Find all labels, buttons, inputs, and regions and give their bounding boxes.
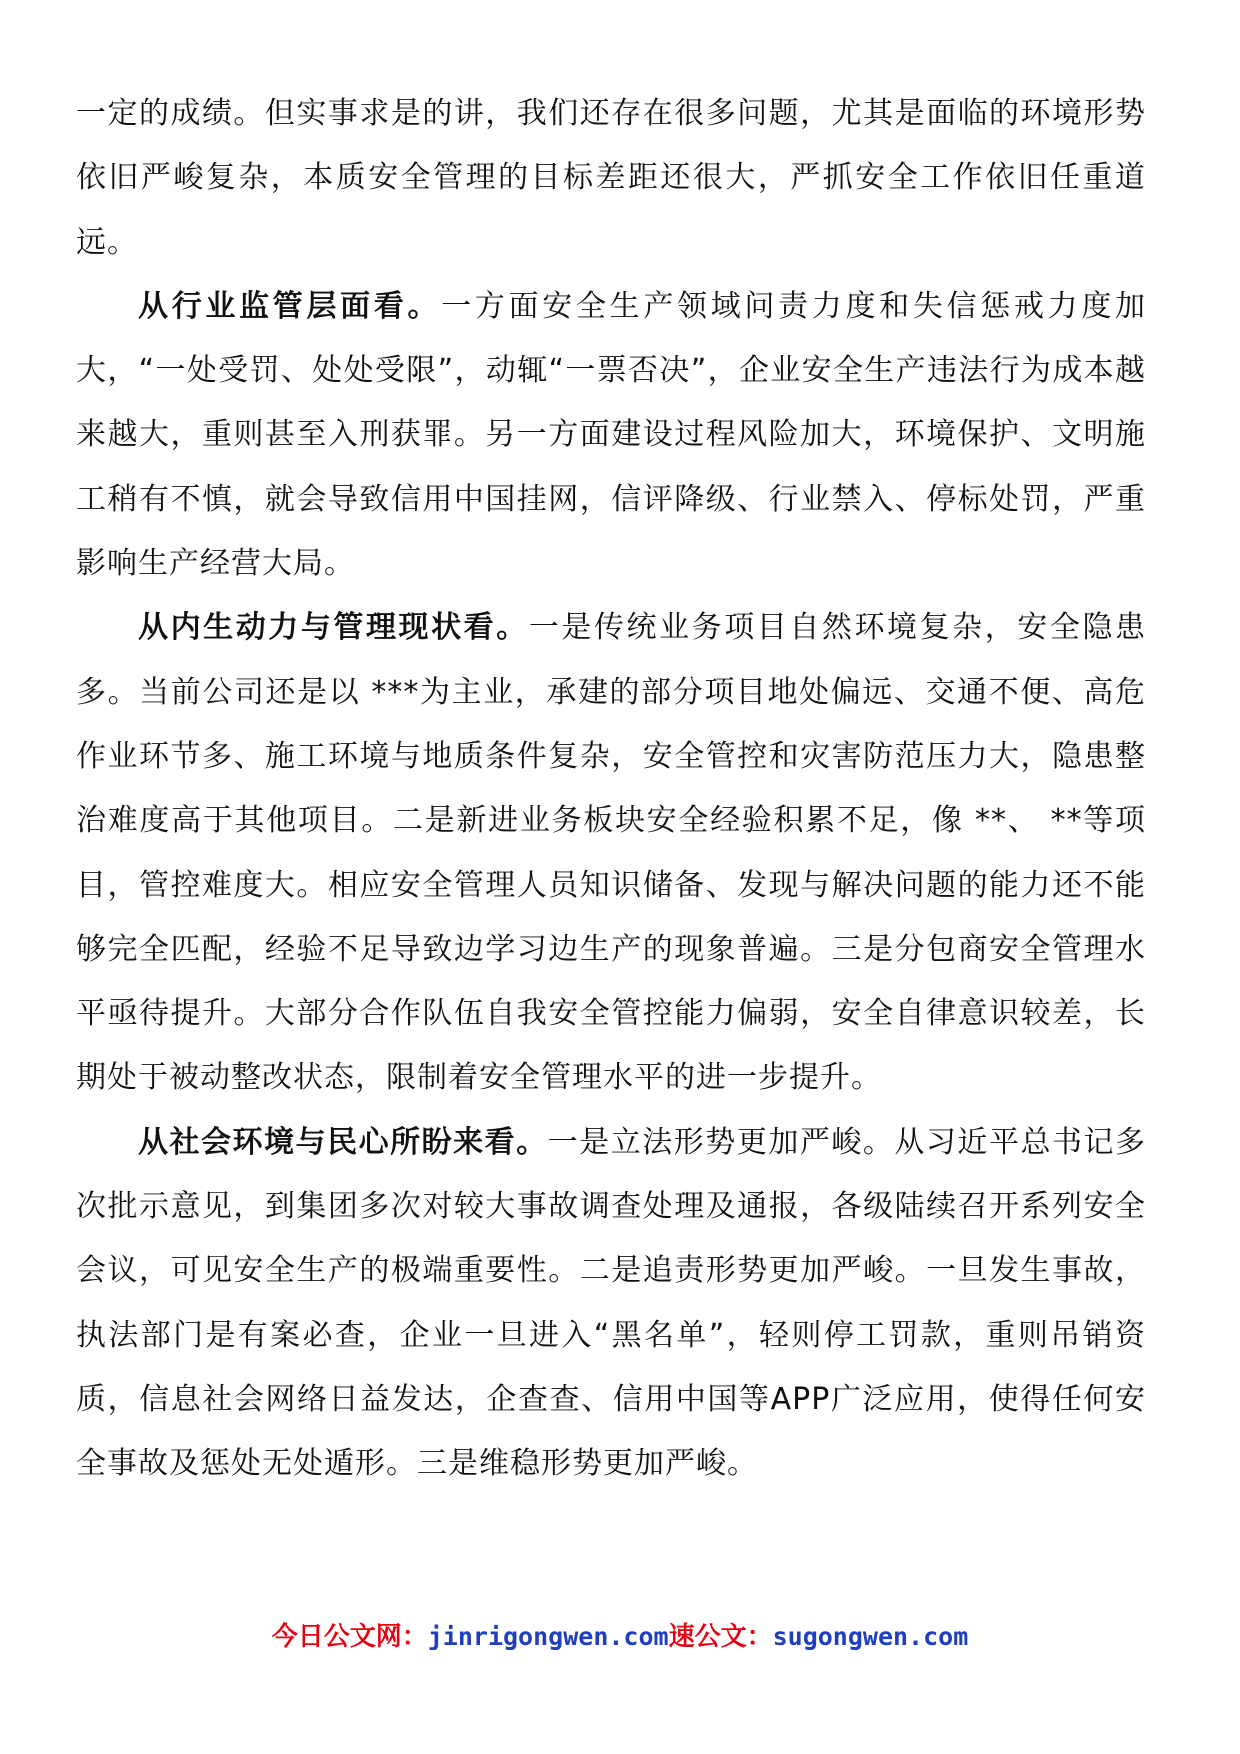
document-body — [76, 82, 1146, 1497]
footer-link-jinrigongwen[interactable]: jinrigongwen.com — [427, 1622, 669, 1651]
footer-label-jinri: 今日公文网： — [271, 1622, 428, 1652]
paragraph-text: 一是立法形势更加严峻。从习近平总书记多次批示意见，到集团多次对较大事故调查处理及通报，各级陆续召开系列安全会议，可见安全生产的极端重要性。二是追责形势更加严峻。一旦发生事故，执法部门是有案必查，企业一旦进入“黑名单”，轻则停工罚款，重则吊销资质，信息社会网络日益发达，企查查、信用中国等APP广泛应用，使得任何安全事故及惩处无处遁形。三是维稳形势更加严峻。 — [76, 1124, 1147, 1482]
paragraph-industry-supervision — [76, 275, 1146, 596]
paragraph-lead: 从社会环境与民心所盼来看。 — [138, 1124, 548, 1160]
paragraph-text: 一方面安全生产领域问责力度和失信惩戒力度加大，“一处受罚、处处受限”，动辄“一票否决”，企业安全生产违法行为成本越来越大，重则甚至入刑获罪。另一方面建设过程风险加大，环境保护、文明施工稍有不慎，就会导致信用中国挂网，信评降级、行业禁入、停标处罚，严重影响生产经营大局。 — [76, 288, 1147, 582]
paragraph-lead: 从内生动力与管理现状看。 — [138, 610, 529, 646]
footer-label-su: 速公文： — [668, 1622, 773, 1652]
paragraph-text: 一定的成绩。但实事求是的讲，我们还存在很多问题，尤其是面临的环境形势依旧严峻复杂，本质安全管理的目标差距还很大，严抓安全工作依旧任重道远。 — [76, 96, 1146, 260]
footer-watermark — [0, 1616, 1240, 1653]
paragraph-text: 一是传统业务项目自然环境复杂，安全隐患多。当前公司还是以 ***为主业，承建的部分项目地处偏远、交通不便、高危作业环节多、施工环境与地质条件复杂，安全管控和灾害防范压力大，隐患整治难度高于其他项目。二是新进业务板块安全经验积累不足，像 **、 **等项目，管控难度大。相应安全管理人员知识储备、发现与解决问题的能力还不能够完全匹配，经验不足导致边学习边生产的现象普遍。三是分包商安全管理水平亟待提升。大部分合作队伍自我安全管控能力偏弱，安全自律意识较差，长期处于被动整改状态，限制着安全管理水平的进一步提升。 — [76, 610, 1147, 1096]
footer-link-sugongwen[interactable]: sugongwen.com — [772, 1622, 969, 1651]
paragraph-social-environment — [76, 1111, 1146, 1497]
paragraph-internal-management — [76, 596, 1146, 1110]
paragraph-continuation — [76, 82, 1146, 275]
paragraph-lead: 从行业监管层面看。 — [138, 288, 442, 324]
